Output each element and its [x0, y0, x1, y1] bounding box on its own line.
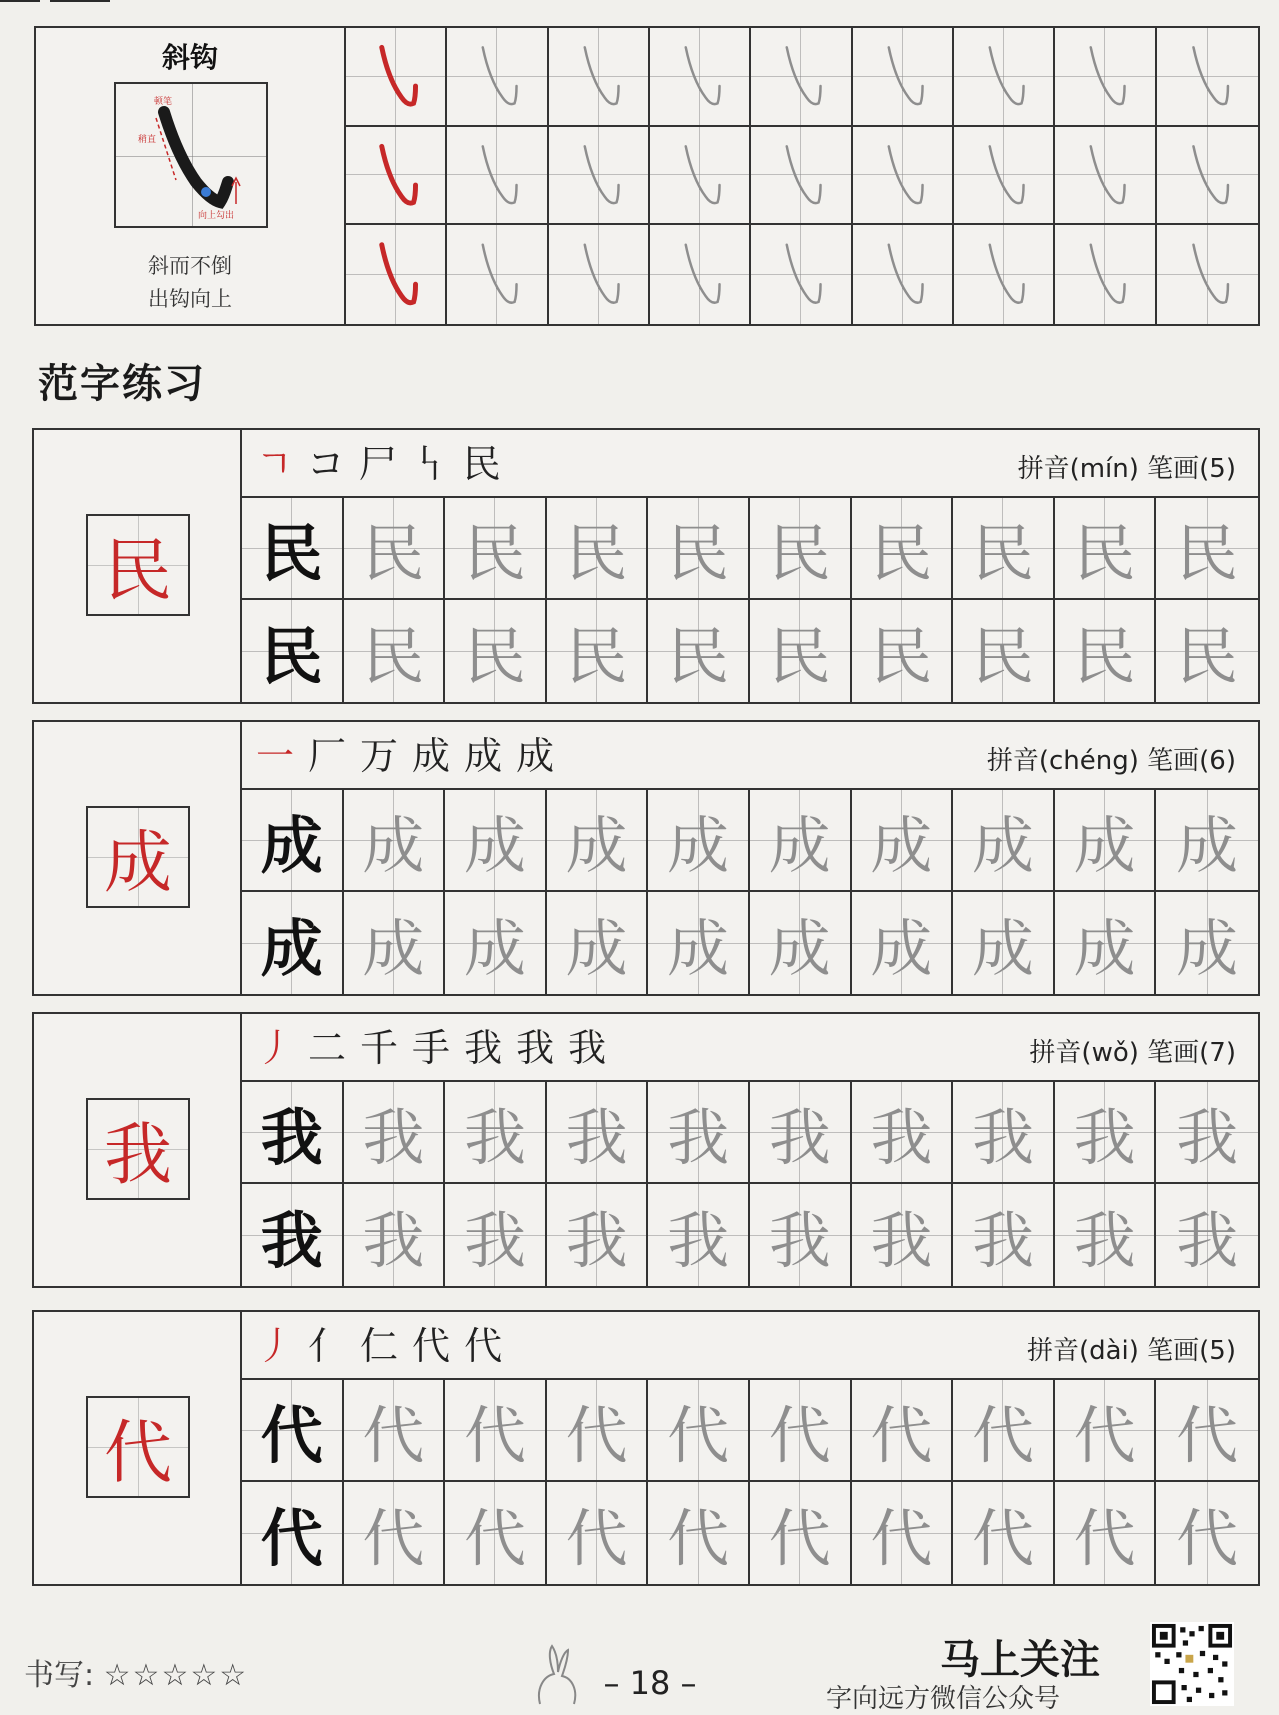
- svg-text:顿笔: 顿笔: [154, 97, 173, 107]
- stroke-practice-grid: [346, 28, 1258, 324]
- xiegou-stroke-icon: [447, 28, 546, 125]
- stroke-order-step: 𠃑: [410, 442, 449, 486]
- xiegou-stroke-icon: [549, 225, 648, 324]
- xiegou-stroke-icon: [549, 127, 648, 224]
- trace-char-cell: 民: [648, 498, 750, 600]
- stroke-order-step: 厂: [308, 734, 347, 778]
- trace-char-cell: 成: [852, 892, 954, 994]
- trace-char-cell: 我: [648, 1184, 750, 1286]
- trace-char-cell: 我: [750, 1184, 852, 1286]
- xiegou-stroke-icon: [346, 127, 445, 224]
- trace-char-cell: 民: [445, 600, 547, 702]
- trace-char-cell: 成: [445, 790, 547, 892]
- xiegou-stroke-icon: [1055, 225, 1154, 324]
- stroke-practice-cell: [1055, 127, 1156, 226]
- char-meta: [1018, 448, 1236, 485]
- trace-char-cell: 我: [1055, 1184, 1157, 1286]
- stroke-order-step: コ: [306, 442, 345, 486]
- stroke-order-step: 成: [516, 734, 555, 778]
- xiegou-stroke-icon: [1157, 225, 1258, 324]
- practice-grid: [242, 498, 1258, 702]
- stroke-info-panel: [36, 28, 346, 324]
- model-char-cell: 成: [242, 790, 344, 892]
- xiegou-stroke-icon: [346, 28, 445, 125]
- stroke-practice-cell: [1055, 28, 1156, 127]
- char-practice-area: [242, 722, 1258, 994]
- char-practice-area: [242, 430, 1258, 702]
- model-char-cell: 成: [242, 892, 344, 994]
- svg-text:稍直: 稍直: [138, 135, 157, 145]
- trace-char-cell: 民: [852, 600, 954, 702]
- stroke-practice-cell: [346, 127, 447, 226]
- stroke-order-step: 手: [412, 1026, 451, 1070]
- trace-char-cell: 民: [1055, 498, 1157, 600]
- trace-char-cell: 代: [852, 1482, 954, 1584]
- stroke-practice-cell: [954, 127, 1055, 226]
- trace-char-cell: 成: [750, 790, 852, 892]
- trace-char-cell: 民: [547, 600, 649, 702]
- trace-char-cell: 成: [953, 790, 1055, 892]
- xiegou-stroke-icon: [1055, 28, 1154, 125]
- trace-char-cell: 成: [344, 790, 446, 892]
- trace-char-cell: 代: [344, 1380, 446, 1482]
- char-meta: [1029, 1032, 1236, 1069]
- trace-char-cell: 民: [1156, 498, 1258, 600]
- rating-stars: ☆☆☆☆☆: [103, 1658, 249, 1693]
- stroke-order-row: [242, 1014, 1258, 1082]
- top-border-line: [0, 0, 1279, 6]
- stroke-desc-line-2: 出钩向上: [148, 287, 232, 311]
- stroke-order-step: 万: [360, 734, 399, 778]
- trace-char-cell: 代: [1055, 1380, 1157, 1482]
- stroke-practice-cell: [447, 28, 548, 127]
- stroke-order-step: 千: [360, 1026, 399, 1070]
- pinyin: 拼音(chéng): [986, 746, 1139, 776]
- xiegou-stroke-icon: [751, 127, 850, 224]
- stroke-order-step: 我: [464, 1026, 503, 1070]
- trace-char-cell: 代: [1055, 1482, 1157, 1584]
- xiegou-stroke-icon: [346, 225, 445, 324]
- trace-char-cell: 代: [344, 1482, 446, 1584]
- trace-char-cell: 民: [852, 498, 954, 600]
- trace-char-cell: 代: [547, 1482, 649, 1584]
- stroke-practice-cell: [549, 127, 650, 226]
- trace-char-cell: 代: [750, 1380, 852, 1482]
- xiegou-stroke-icon: [751, 28, 850, 125]
- xiegou-stroke-icon: [954, 225, 1053, 324]
- xiegou-stroke-icon: [853, 28, 952, 125]
- stroke-order-step: 尸: [358, 442, 397, 486]
- stroke-order-step: 丿: [256, 1026, 295, 1070]
- stroke-order-step: 代: [464, 1324, 503, 1368]
- trace-char-cell: 代: [445, 1482, 547, 1584]
- stroke-practice-cell: [954, 28, 1055, 127]
- stroke-order-step: 仁: [360, 1324, 399, 1368]
- stroke-order-step: 亻: [308, 1324, 347, 1368]
- char-block-4: [32, 1310, 1260, 1586]
- trace-char-cell: 民: [445, 498, 547, 600]
- model-char-cell: 民: [242, 498, 344, 600]
- trace-char-cell: 成: [648, 892, 750, 994]
- char-block-3: [32, 1012, 1260, 1288]
- stroke-practice-cell: [853, 127, 954, 226]
- trace-char-cell: 我: [648, 1082, 750, 1184]
- stroke-order-row: [242, 1312, 1258, 1380]
- char-left-panel: [34, 430, 242, 702]
- stroke-practice-cell: [751, 28, 852, 127]
- char-practice-area: [242, 1014, 1258, 1286]
- stroke-practice-cell: [447, 127, 548, 226]
- trace-char-cell: 我: [547, 1184, 649, 1286]
- xiegou-stroke-icon: [954, 28, 1053, 125]
- trace-char-cell: 成: [1156, 892, 1258, 994]
- stroke-count: 笔画(5): [1147, 1336, 1236, 1366]
- model-char-cell: 我: [242, 1082, 344, 1184]
- trace-char-cell: 我: [1055, 1082, 1157, 1184]
- char-meta: [987, 740, 1236, 777]
- stroke-count: 笔画(6): [1147, 746, 1236, 776]
- trace-char-cell: 我: [344, 1082, 446, 1184]
- stroke-order-step: 我: [516, 1026, 555, 1070]
- svg-text:向上勾出: 向上勾出: [198, 211, 235, 221]
- trace-char-cell: 民: [344, 498, 446, 600]
- trace-char-cell: 民: [750, 498, 852, 600]
- stroke-practice-cell: [751, 127, 852, 226]
- page-number: – 18 –: [603, 1664, 697, 1702]
- xiegou-stroke-icon: [650, 127, 749, 224]
- trace-char-cell: 民: [344, 600, 446, 702]
- section-title: 范字练习: [38, 361, 206, 407]
- stroke-order-step: 我: [568, 1026, 607, 1070]
- trace-char-cell: 成: [953, 892, 1055, 994]
- stroke-practice-cell: [954, 225, 1055, 324]
- trace-char-cell: 成: [445, 892, 547, 994]
- trace-char-cell: 我: [1156, 1184, 1258, 1286]
- xiegou-stroke-icon: [751, 225, 850, 324]
- stroke-count: 笔画(5): [1147, 454, 1236, 484]
- stroke-order-row: [242, 722, 1258, 790]
- trace-char-cell: 代: [953, 1482, 1055, 1584]
- trace-char-cell: 代: [1156, 1380, 1258, 1482]
- stroke-title: 斜钩: [161, 41, 218, 74]
- trace-char-cell: 民: [750, 600, 852, 702]
- model-char-cell: 民: [242, 600, 344, 702]
- wechat-account: 字向远方微信公众号: [826, 1684, 1061, 1714]
- stroke-order-step: 二: [308, 1026, 347, 1070]
- practice-grid: [242, 1082, 1258, 1286]
- pinyin: 拼音(dài): [1026, 1336, 1139, 1366]
- trace-char-cell: 我: [344, 1184, 446, 1286]
- trace-char-cell: 成: [344, 892, 446, 994]
- rating-label: 书写:: [24, 1658, 95, 1693]
- stroke-order-row: [242, 430, 1258, 498]
- model-char-cell: 我: [242, 1184, 344, 1286]
- stroke-diagram: [114, 82, 268, 228]
- stroke-practice-cell: [346, 225, 447, 324]
- stroke-practice-cell: [549, 28, 650, 127]
- trace-char-cell: 成: [547, 790, 649, 892]
- practice-grid: [242, 1380, 1258, 1584]
- model-char-cell: 代: [242, 1380, 344, 1482]
- trace-char-cell: 代: [445, 1380, 547, 1482]
- trace-char-cell: 成: [1156, 790, 1258, 892]
- stroke-practice-cell: [751, 225, 852, 324]
- model-char-cell: 代: [242, 1482, 344, 1584]
- stroke-practice-cell: [853, 28, 954, 127]
- stroke-desc-line-1: 斜而不倒: [148, 254, 232, 278]
- stroke-order-step: 民: [462, 442, 501, 486]
- xiegou-stroke-icon: [650, 225, 749, 324]
- stroke-description: [36, 250, 344, 316]
- trace-char-cell: 成: [852, 790, 954, 892]
- trace-char-cell: 民: [547, 498, 649, 600]
- xiegou-stroke-icon: [447, 127, 546, 224]
- char-left-panel: [34, 1312, 242, 1584]
- stroke-practice-cell: [447, 225, 548, 324]
- model-char-box: 我: [86, 1098, 190, 1200]
- trace-char-cell: 我: [1156, 1082, 1258, 1184]
- trace-char-cell: 代: [750, 1482, 852, 1584]
- xiegou-stroke-icon: [853, 225, 952, 324]
- pinyin: 拼音(mín): [1017, 454, 1139, 484]
- stroke-practice-cell: [853, 225, 954, 324]
- trace-char-cell: 成: [1055, 790, 1157, 892]
- model-char-box: 民: [86, 514, 190, 616]
- stroke-practice-cell: [1157, 127, 1258, 226]
- trace-char-cell: 我: [445, 1082, 547, 1184]
- trace-char-cell: 我: [852, 1184, 954, 1286]
- trace-char-cell: 成: [547, 892, 649, 994]
- stroke-order-step: ㄱ: [256, 442, 293, 486]
- trace-char-cell: 民: [648, 600, 750, 702]
- trace-char-cell: 代: [953, 1380, 1055, 1482]
- stroke-practice-cell: [1157, 28, 1258, 127]
- xiegou-stroke-icon: [1055, 127, 1154, 224]
- trace-char-cell: 成: [750, 892, 852, 994]
- stroke-order: [256, 1020, 606, 1076]
- char-block-2: [32, 720, 1260, 996]
- model-char-box: 代: [86, 1396, 190, 1498]
- stroke-practice-block: [34, 26, 1260, 326]
- stroke-practice-cell: [1157, 225, 1258, 324]
- char-meta: [1027, 1330, 1236, 1367]
- trace-char-cell: 民: [953, 600, 1055, 702]
- pinyin: 拼音(wǒ): [1029, 1038, 1139, 1068]
- trace-char-cell: 我: [445, 1184, 547, 1286]
- stroke-order-step: 成: [412, 734, 451, 778]
- char-left-panel: [34, 722, 242, 994]
- stroke-order: [256, 728, 554, 784]
- xiegou-stroke-icon: [1157, 127, 1258, 224]
- trace-char-cell: 我: [547, 1082, 649, 1184]
- writing-rating: [24, 1650, 248, 1694]
- qr-code-icon: [1128, 1622, 1256, 1706]
- stroke-order-step: 一: [256, 734, 295, 778]
- char-block-1: [32, 428, 1260, 704]
- xiegou-stroke-icon: [549, 28, 648, 125]
- xiegou-stroke-icon: [447, 225, 546, 324]
- stroke-practice-cell: [650, 28, 751, 127]
- stroke-order-step: 代: [412, 1324, 451, 1368]
- char-practice-area: [242, 1312, 1258, 1584]
- stroke-practice-cell: [650, 127, 751, 226]
- stroke-practice-cell: [549, 225, 650, 324]
- stroke-practice-cell: [650, 225, 751, 324]
- xiegou-stroke-icon: [650, 28, 749, 125]
- stroke-order-step: 丿: [256, 1324, 295, 1368]
- trace-char-cell: 代: [1156, 1482, 1258, 1584]
- xiegou-stroke-icon: [954, 127, 1053, 224]
- trace-char-cell: 我: [750, 1082, 852, 1184]
- stroke-practice-cell: [1055, 225, 1156, 324]
- trace-char-cell: 成: [648, 790, 750, 892]
- stroke-count: 笔画(7): [1147, 1038, 1236, 1068]
- trace-char-cell: 民: [1156, 600, 1258, 702]
- char-left-panel: [34, 1014, 242, 1286]
- xiegou-stroke-icon: [853, 127, 952, 224]
- stroke-order: [256, 436, 501, 492]
- stroke-order-step: 成: [464, 734, 503, 778]
- trace-char-cell: 成: [1055, 892, 1157, 994]
- xiegou-stroke-icon: [1157, 28, 1258, 125]
- trace-char-cell: 代: [648, 1380, 750, 1482]
- trace-char-cell: 民: [953, 498, 1055, 600]
- trace-char-cell: 民: [1055, 600, 1157, 702]
- trace-char-cell: 代: [547, 1380, 649, 1482]
- xiegou-stroke-icon: [116, 84, 266, 226]
- stroke-order: [256, 1318, 502, 1374]
- stroke-practice-cell: [346, 28, 447, 127]
- trace-char-cell: 我: [852, 1082, 954, 1184]
- trace-char-cell: 代: [852, 1380, 954, 1482]
- practice-grid: [242, 790, 1258, 994]
- trace-char-cell: 我: [953, 1082, 1055, 1184]
- model-char-box: 成: [86, 806, 190, 908]
- follow-title: 马上关注: [940, 1637, 1100, 1683]
- trace-char-cell: 我: [953, 1184, 1055, 1286]
- trace-char-cell: 代: [648, 1482, 750, 1584]
